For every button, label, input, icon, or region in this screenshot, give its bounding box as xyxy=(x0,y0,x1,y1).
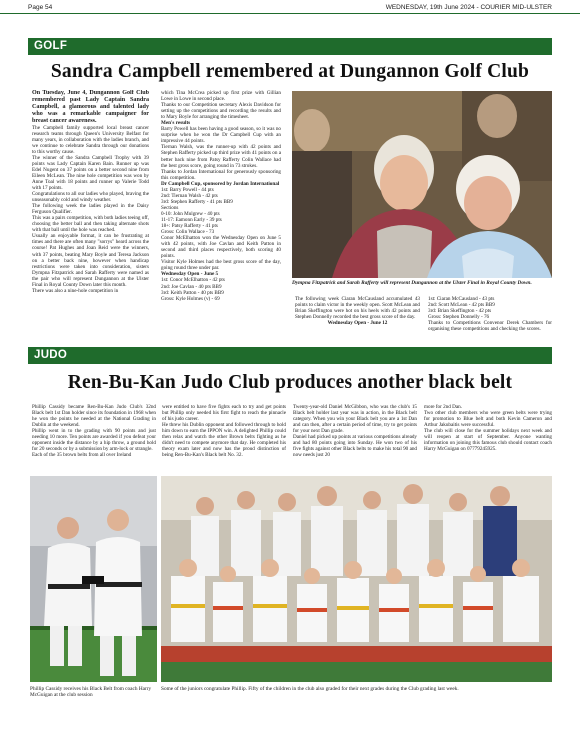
judo-caption-right: Some of the juniors congratulate Phillip. Fifty of the children in the club also graded for their next grades during the Club grading last week. xyxy=(161,686,459,692)
golf-paragraph: There was also a nine-hole competition in xyxy=(32,287,119,294)
result-line: 1st: Ciaran McCausland - 43 pts xyxy=(428,296,495,302)
golf-column-2 xyxy=(161,90,281,358)
result-line: 2nd: Joe Cavlan - 40 pts BB9 xyxy=(161,283,222,290)
publication-date: WEDNESDAY, 19th June 2024 - COURIER MID-ULSTER xyxy=(385,4,552,11)
golf-paragraph: The following week Ciaran McCausland accumulated 43 points to claim victor in the weekly open. Scott McLean and Brian Skeffington were hot on his heels with 42 points and Stephen Donnelly recorded the best gross score of the day. xyxy=(295,296,420,321)
result-line: 3rd: Keith Patton - 40 pts BB9 xyxy=(161,289,224,296)
judo-paragraph: Phillip Cassidy became Ren-Bu-Kan Judo Club's 32nd Black belt 1st Dan holder since its foundation in 1968 when he won the points he needed at the National Grading in Dublin at the weekend. xyxy=(32,404,156,429)
golf-column-4 xyxy=(428,296,552,348)
result-line: Gross: Stephen Donnelly - 76 xyxy=(428,314,490,321)
result-line: 3rd: Stephen Rafferty - 41 pts BB9 xyxy=(161,198,233,205)
judo-paragraph: He threw his Dublin opponent and followed through to hold him down to earn the IPPON win. A delighted Phillip could then relax and watch the other Brown belts fighting as he didn't need to compete anymore that day. He completed his theory exam later and now has the proud distinction of being Ren-Bu-Kan's Black belt No. 32. xyxy=(162,422,286,459)
golf-lead-paragraph: On Tuesday, June 4, Dungannon Golf Club remembered past Lady Captain Sandra Campbell, a glamorous and talented lady who was a remarkable campaigner for breast cancer awareness. xyxy=(32,90,149,124)
judo-paragraph: were entitled to have five fights each to try and get points but Phillip only needed his first fight to reach the pinnacle of his judo career. xyxy=(162,404,286,423)
golf-column-3 xyxy=(295,296,420,348)
golf-column-1 xyxy=(32,90,149,358)
judo-paragraph: The club will close for the summer holidays next week and will reopen at start of September. Anyone wanting information on joining this famous club should contact coach Harry McGuigan on 07779245925. xyxy=(424,428,552,453)
result-line: 2nd: Tiernan Walsh - 42 pts xyxy=(161,192,218,199)
result-line: Gross: Colin Wallace - 73 xyxy=(161,229,215,236)
golf-paragraph: which Tina McCrea picked up first prize with Gillian Lowe in Lowe in second place. xyxy=(161,90,281,103)
golf-paragraph: Thanks to Competitions Convenor Derek Chambers for organising these competitions and checking the scores. xyxy=(428,320,552,333)
result-line: 1st: Barry Powell - 44 pts xyxy=(161,186,214,193)
result-line: Sections xyxy=(161,204,179,211)
section-label: JUDO xyxy=(34,349,68,361)
golf-paragraph: Thanks to our Competition secretary Alexis Davidson for setting up the competitions and recording the results and to Mary Boyle for arranging the timesheet. xyxy=(161,102,281,121)
page-number: Page 54 xyxy=(28,4,53,11)
judo-paragraph: Phillip went in to the grading with 90 points and just needing 10 more. Ten points are awarded if you defeat your opponent inside the distance by a hip throw, a ground hold for 20 seconds or by a submission by arm-lock or strangle. xyxy=(32,428,156,453)
golf-paragraph: The following week the ladies played in the Daisy Ferguson Qualifier. xyxy=(32,203,149,216)
golf-subhead: Men's results xyxy=(161,120,191,127)
judo-paragraph: Each of the 35 brown belts from all over Ireland xyxy=(32,452,132,459)
golf-paragraph: Barry Powell has been having a good season, so it was no surprise when he won the Dr Campbell Cup with an impressive 44 points. xyxy=(161,126,281,145)
judo-column-2 xyxy=(162,404,286,474)
golf-photo xyxy=(292,91,552,278)
page-header xyxy=(0,0,580,14)
judo-caption-left: Phillip Cassidy receives his Black Belt from coach Harry McGuigan at the club session xyxy=(30,686,152,699)
judo-headline: Ren-Bu-Kan Judo Club produces another black belt xyxy=(67,372,513,393)
golf-paragraph: Usually an enjoyable format, it can be frustrating at times and there are often many "sorrys" heard across the course! Pat Hughes and Joan Reid were the winners, with 37 points, beating Mary Boyle and Teresa Jackson on a better back nine, however when handicap restrictions were taken into consideration, sisters Dympna Fitzpatrick and Sarah Rafferty were named as the pair who will represent Dungannon at the Ulster Final in Royal County Down later this month. xyxy=(32,233,149,288)
judo-paragraph: Daniel had picked up points at various competitions already and had 80 points going into Sunday. He won two of his five fights against other Black belts to make his total 90 and now needs just 20 xyxy=(293,434,417,459)
golf-photo-caption: Dympna Fitzpatrick and Sarah Rafferty will represent Dungannon at the Ulster Final in Royal County Down. xyxy=(292,280,532,286)
section-band-golf xyxy=(28,38,552,55)
section-label: GOLF xyxy=(34,40,68,52)
judo-column-1 xyxy=(32,404,156,474)
judo-paragraph: more for 2nd Dan. xyxy=(424,404,462,410)
result-line: 3rd: Brian Skeffington - 42 pts xyxy=(428,308,492,315)
golf-paragraph: The winner of the Sandra Campbell Trophy with 39 points was Lady Captain Karen Bain. Runner up was Edel Nugent on 37 points on a better second nine from Eileen McLean. The nine hole competition was won by Anne Toal with 18 points and runner up Valerie Todd with 17 points. xyxy=(32,154,149,191)
golf-paragraph: Conor McElhatton won the Wednesday Open on June 5 with 42 points, with Joe Cavlan and Keith Patton in second and third places respectively, both scoring 40 points. xyxy=(161,235,281,260)
golf-subhead: Dr Campbell Cup, sponsored by Jordan International xyxy=(161,180,280,187)
golf-headline: Sandra Campbell remembered at Dungannon Golf Club xyxy=(50,61,530,82)
section-band-judo xyxy=(28,347,552,364)
golf-paragraph: Congratulations to all our ladies who played, braving the unseasonably cold and windy weather. xyxy=(32,191,149,204)
golf-paragraph: This was a pairs competition, with both ladies teeing off, choosing the better ball and then taking alternate shots with that ball until the hole was reached. xyxy=(32,215,149,234)
golf-paragraph: Visitor Kyle Holmes had the best gross score of the day, going round three under par. xyxy=(161,259,281,272)
result-line: 2nd: Scott McLean - 42 pts BB9 xyxy=(428,302,495,309)
golf-subhead: Wednesday Open - June 5 xyxy=(161,271,219,278)
golf-paragraph: The Campbell family supported local breast cancer research teams through Queen's University Belfast for many years, in collaboration with the ladies branch, and we continue to celebrate Sandra through our donations to this worthy cause. xyxy=(32,124,149,155)
judo-paragraph: Twenty-year-old Daniel McGibbon, who was the club's 15 Black belt holder last year was in action, in the Black belt category. When you win your Black belt you are a 1st Dan and can then, after a certain period of time, try to get points for your next Dan grade. xyxy=(293,404,417,435)
golf-paragraph: Tiernan Walsh, was the runner-up with 42 points and Stephen Rafferty picked up third prize with 41 points on a better back nine from Patsy Rafferty Colin Wallace had the best gross score, going round in 73 strokes. xyxy=(161,144,281,169)
judo-column-3 xyxy=(293,404,417,474)
result-line: 11-17: Eamonn Early - 39 pts xyxy=(161,216,222,223)
result-line: 0-10: John Mulgrew - 40 pts xyxy=(161,210,220,217)
judo-photo-juniors xyxy=(161,476,552,682)
golf-subhead: Wednesday Open - June 12 xyxy=(327,320,388,327)
result-line: 18+: Patsy Rafferty - 41 pts xyxy=(161,223,218,230)
judo-photo-black-belt xyxy=(30,476,157,682)
golf-paragraph: Thanks to Jordan International for generously sponsoring this competition. xyxy=(161,168,281,181)
result-line: 1st: Conor McElhatton - 42 pts xyxy=(161,277,225,284)
result-line: Gross: Kyle Holmes (v) - 69 xyxy=(161,295,220,302)
judo-column-4 xyxy=(424,404,552,474)
judo-paragraph: Two other club members who were green belts were trying for promotion to Blue belt and both Kevin Cameron and Arthur Jakubaitis were successful. xyxy=(424,410,552,429)
